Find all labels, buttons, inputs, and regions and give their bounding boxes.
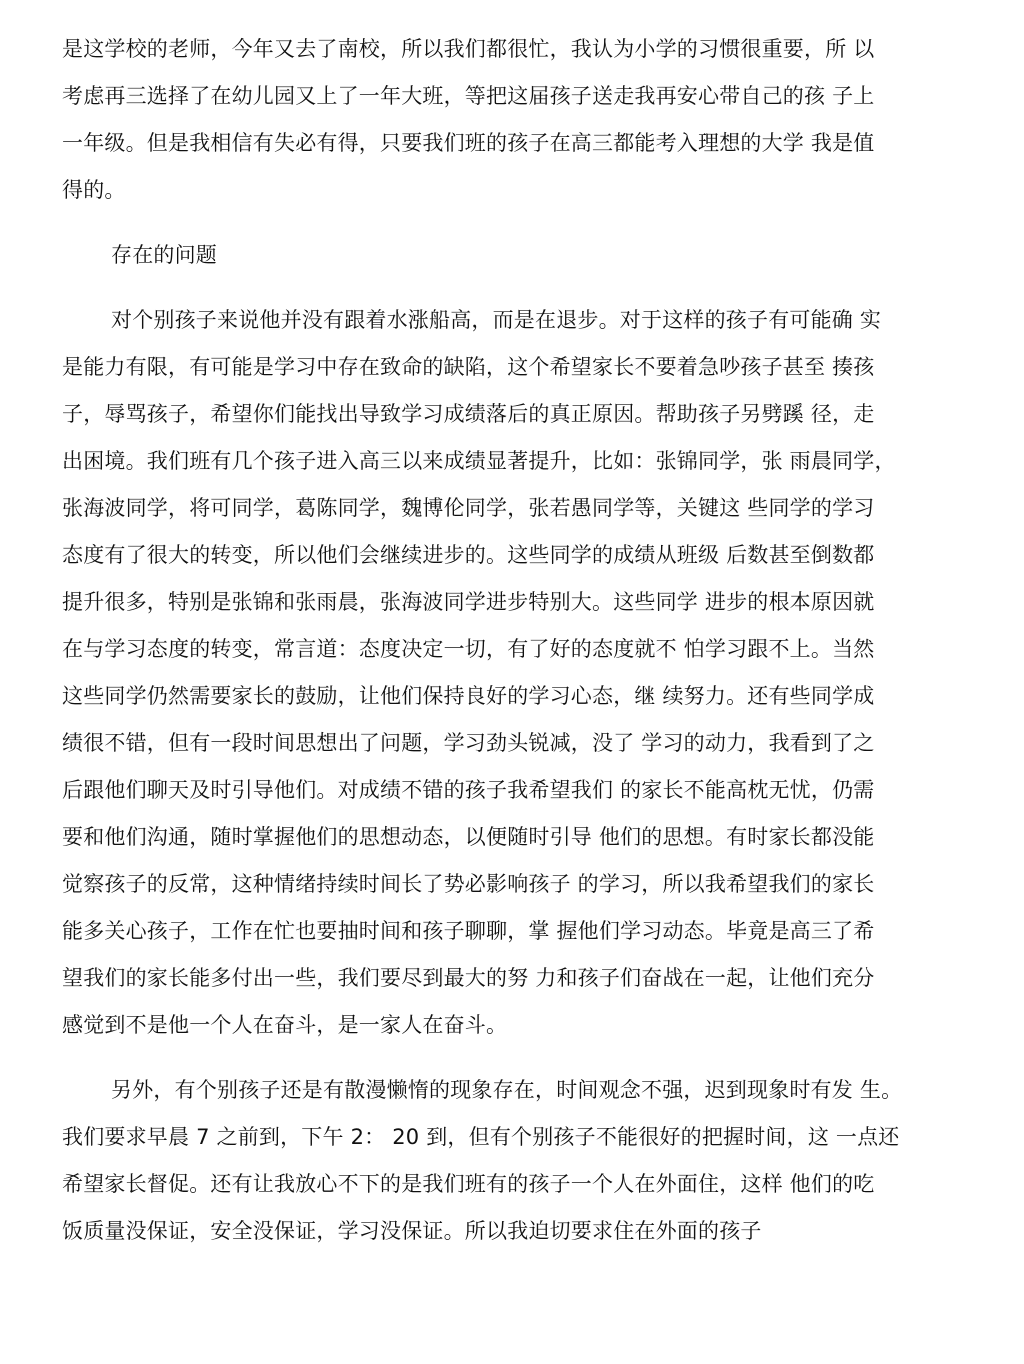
text-line: 望我们的家长能多付出一些，我们要尽到最大的努 力和孩子们奋战在一起，让他们充分 [62,966,875,990]
section-heading: 存在的问题 [111,243,217,267]
text-line: 对个别孩子来说他并没有跟着水涨船高，而是在退步。对于这样的孩子有可能确 实 [111,308,882,332]
text-line: 感觉到不是他一个人在奋斗，是一家人在奋斗。 [62,1013,508,1037]
text-line: 能多关心孩子，工作在忙也要抽时间和孩子聊聊，掌 握他们学习动态。毕竟是高三了希 [62,919,875,943]
text-line: 子，辱骂孩子，希望你们能找出导致学习成绩落后的真正原因。帮助孩子另劈蹊 径，走 [62,402,875,426]
text-line: 要和他们沟通，随时掌握他们的思想动态，以便随时引导 他们的思想。有时家长都没能 [62,825,875,849]
text-line: 一年级。但是我相信有失必有得，只要我们班的孩子在高三都能考入理想的大学 我是值 [62,131,875,155]
text-line: 后跟他们聊天及时引导他们。对成绩不错的孩子我希望我们 的家长不能高枕无忧，仍需 [62,778,875,802]
text-line: 这些同学仍然需要家长的鼓励，让他们保持良好的学习心态，继 续努力。还有些同学成 [62,684,875,708]
text-line: 饭质量没保证，安全没保证，学习没保证。所以我迫切要求住在外面的孩子 [62,1219,762,1243]
text-line: 希望家长督促。还有让我放心不下的是我们班有的孩子一个人在外面住，这样 他们的吃 [62,1172,875,1196]
text-line: 是这学校的老师，今年又去了南校，所以我们都很忙，我认为小学的习惯很重要，所 以 [62,37,875,61]
text-line: 我们要求早晨 7 之前到，下午 2： 20 到，但有个别孩子不能很好的把握时间，这 一点还 [62,1125,900,1149]
text-line: 出困境。我们班有几个孩子进入高三以来成绩显著提升，比如：张锦同学，张 雨晨同学， [62,449,896,473]
text-line: 考虑再三选择了在幼儿园又上了一年大班，等把这届孩子送走我再安心带自己的孩 子上 [62,84,875,108]
text-line: 另外，有个别孩子还是有散漫懒惰的现象存在，时间观念不强，迟到现象时有发 生。 [111,1078,903,1102]
text-line: 张海波同学，将可同学，葛陈同学，魏博伦同学，张若愚同学等，关键这 些同学的学习 [62,496,875,520]
text-line: 态度有了很大的转变，所以他们会继续进步的。这些同学的成绩从班级 后数甚至倒数都 [62,543,875,567]
text-line: 提升很多，特别是张锦和张雨晨，张海波同学进步特别大。这些同学 进步的根本原因就 [62,590,875,614]
text-line: 得的。 [62,178,126,202]
text-line: 绩很不错，但有一段时间思想出了问题，学习劲头锐减，没了 学习的动力，我看到了之 [62,731,875,755]
text-line: 在与学习态度的转变，常言道：态度决定一切，有了好的态度就不 怕学习跟不上。当然 [62,637,875,661]
text-line: 觉察孩子的反常，这种情绪持续时间长了势必影响孩子 的学习，所以我希望我们的家长 [62,872,875,896]
text-line: 是能力有限，有可能是学习中存在致命的缺陷，这个希望家长不要着急吵孩子甚至 揍孩 [62,355,875,379]
